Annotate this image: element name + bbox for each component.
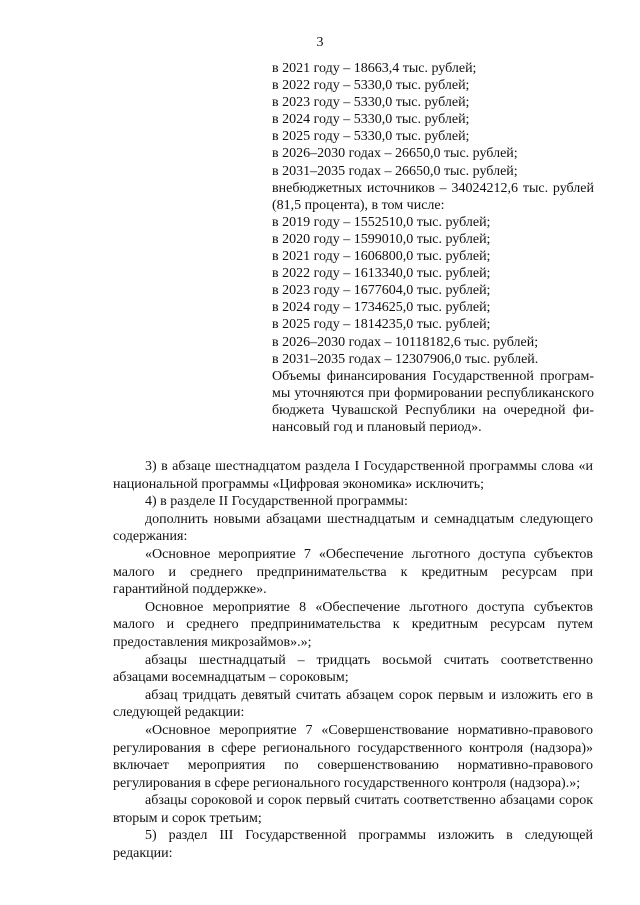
extrabudget-percent-line: (81,5 процента), в том числе: xyxy=(272,197,445,213)
amendment-text xyxy=(113,458,593,863)
financing-line: в 2021 году – 18663,4 тыс. рублей; xyxy=(272,61,477,76)
paragraph-measure-8: Основное мероприятие 8 «Обеспечение льготного доступа субъектов малого и среднего предпринимательства к кредитным ресурсам путем предоставления микрозаймов».»; xyxy=(113,599,593,650)
volumes-note-line: нансовый год и плановый период». xyxy=(272,419,482,435)
extrabudget-line: в 2020 году – 1599010,0 тыс. рублей; xyxy=(272,231,491,247)
paragraph-renumber-1: абзацы шестнадцатый – тридцать восьмой считать соответственно абзацами восемнадцатым – сороковым; xyxy=(113,652,593,686)
extrabudget-line: в 2031–2035 годах – 12307906,0 тыс. рублей. xyxy=(272,351,539,367)
extrabudget-line: в 2026–2030 годах – 10118182,6 тыс. рублей; xyxy=(272,334,539,350)
paragraph-section-1: 3) в абзаце шестнадцатом раздела I Государственной программы слова «и национальной программы «Цифровая экономика» исключить; xyxy=(113,459,593,492)
paragraph-measure-7: «Основное мероприятие 7 «Обеспечение льготного доступа субъектов малого и среднего предпринимательства к кредитным ресурсам при гарантийной поддержке». xyxy=(113,546,593,598)
paragraph-renumber-2: абзацы сороковой и сорок первый считать соответственно абзацами сорок вторым и сорок третьим; xyxy=(113,793,593,826)
financing-block xyxy=(272,60,594,436)
paragraph-section-3: 5) раздел III Государственной программы изложить в следующей редакции: xyxy=(113,828,593,862)
extrabudget-line: в 2023 году – 1677604,0 тыс. рублей; xyxy=(272,283,491,299)
extrabudget-total-line: внебюджетных источников – 34024212,6 тыс. рублей xyxy=(272,180,594,196)
paragraph-section-2-heading: 4) в разделе II Государственной программы: xyxy=(145,494,408,510)
financing-line: в 2026–2030 годах – 26650,0 тыс. рублей; xyxy=(272,146,518,162)
paragraph-measure-7-regulation: «Основное мероприятие 7 «Совершенствование нормативно-правового регулирования в сфере регионального государственного контроля (надзора)» включает мероприятия по совершенствованию нормативно-правового регулирования в сфере регионального государственного контроля (надзора).»; xyxy=(113,722,593,791)
financing-line: в 2031–2035 годах – 26650,0 тыс. рублей; xyxy=(272,163,518,179)
extrabudget-line: в 2022 году – 1613340,0 тыс. рублей; xyxy=(272,266,491,282)
page-number: 3 xyxy=(316,35,324,50)
extrabudget-line: в 2024 году – 1734625,0 тыс. рублей; xyxy=(272,300,491,316)
paragraph-abzac-39: абзац тридцать девятый считать абзацем сорок первым и изложить его в следующей редакции: xyxy=(113,687,593,721)
extrabudget-line: в 2021 году – 1606800,0 тыс. рублей; xyxy=(272,249,491,265)
volumes-note-line: бюджета Чувашской Республики на очередной фи- xyxy=(272,402,594,418)
volumes-note-line: мы уточняются при формировании республиканского xyxy=(272,385,594,401)
paragraph-add-abzacy: дополнить новыми абзацами шестнадцатым и семнадцатым следующего содержания: xyxy=(113,511,593,545)
financing-line: в 2025 году – 5330,0 тыс. рублей; xyxy=(272,129,470,145)
financing-line: в 2023 году – 5330,0 тыс. рублей; xyxy=(272,95,470,111)
extrabudget-line: в 2019 году – 1552510,0 тыс. рублей; xyxy=(272,214,491,230)
volumes-note-line: Объемы финансирования Государственной програм- xyxy=(272,368,594,384)
financing-line: в 2022 году – 5330,0 тыс. рублей; xyxy=(272,78,470,94)
financing-line: в 2024 году – 5330,0 тыс. рублей; xyxy=(272,112,470,128)
extrabudget-line: в 2025 году – 1814235,0 тыс. рублей; xyxy=(272,317,491,333)
